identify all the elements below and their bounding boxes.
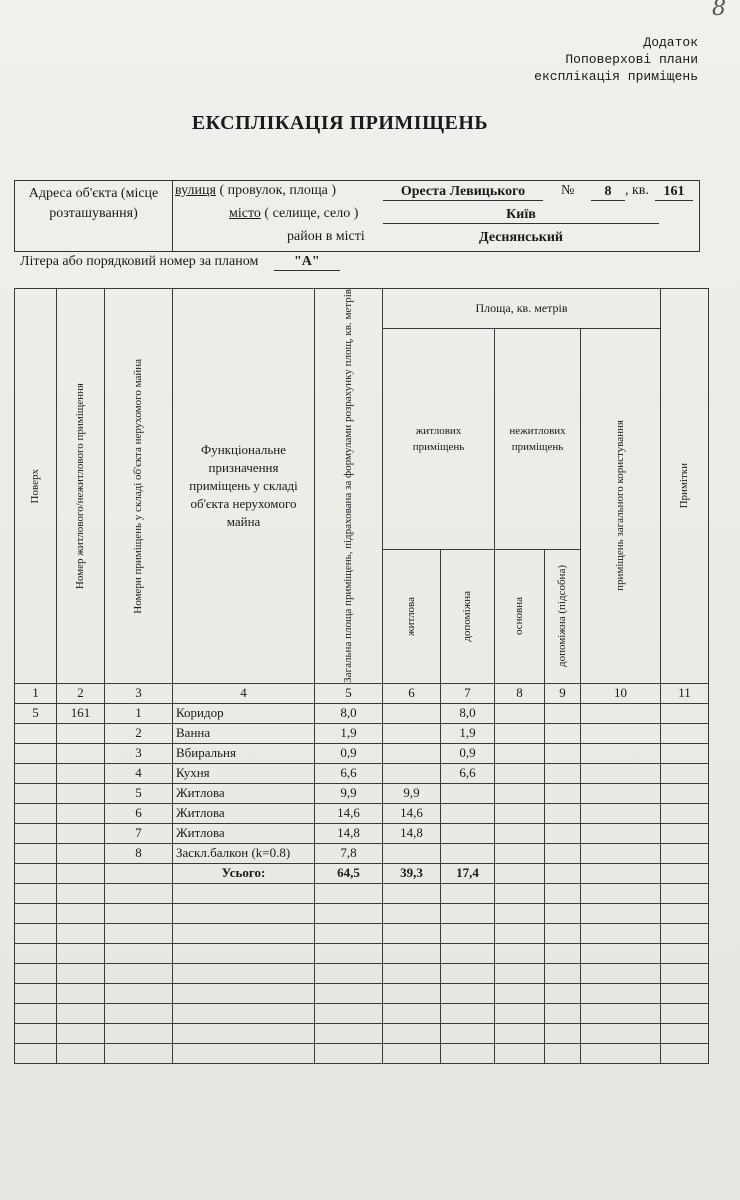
cell-floor xyxy=(15,723,57,743)
header-auxiliary: допоміжна xyxy=(441,549,495,683)
cell-living xyxy=(383,723,441,743)
cell-unit xyxy=(57,763,105,783)
address-caption: Адреса об'єкта (місце розташування) xyxy=(15,181,173,251)
cell-empty xyxy=(315,1023,383,1043)
cell-total: 7,8 xyxy=(315,843,383,863)
cell-empty xyxy=(495,723,545,743)
header-living: житлова xyxy=(383,549,441,683)
cell-empty xyxy=(383,1043,441,1063)
cell-empty xyxy=(15,923,57,943)
cell-room: 3 xyxy=(105,743,173,763)
table-row xyxy=(15,703,709,723)
cell-empty xyxy=(105,963,173,983)
empty-row xyxy=(15,1043,709,1063)
cell-empty xyxy=(581,863,661,883)
header-aux-sub: допоміжна (підсобна) xyxy=(545,549,581,683)
cell-function: Ванна xyxy=(173,723,315,743)
cell-empty xyxy=(581,763,661,783)
cell-empty xyxy=(441,1003,495,1023)
cell-empty xyxy=(661,883,709,903)
cell-total: 0,9 xyxy=(315,743,383,763)
cell-empty xyxy=(545,843,581,863)
table-row xyxy=(15,843,709,863)
cell-empty xyxy=(57,923,105,943)
cell-empty xyxy=(315,983,383,1003)
cell-empty xyxy=(495,903,545,923)
cell-empty xyxy=(441,883,495,903)
cell-function: Вбиральня xyxy=(173,743,315,763)
city-label: місто ( селище, село ) xyxy=(229,206,359,221)
cell-unit xyxy=(57,743,105,763)
empty-row xyxy=(15,903,709,923)
cell-empty xyxy=(545,803,581,823)
cell-empty xyxy=(173,983,315,1003)
cell-unit xyxy=(57,803,105,823)
table-row xyxy=(15,823,709,843)
apartment-label: , кв. xyxy=(625,183,649,198)
cell-empty xyxy=(173,963,315,983)
empty-row xyxy=(15,1023,709,1043)
cell-unit xyxy=(57,723,105,743)
cell-empty xyxy=(15,943,57,963)
totals-aux: 17,4 xyxy=(441,863,495,883)
apartment-value: 161 xyxy=(655,184,693,201)
cell-empty xyxy=(581,1023,661,1043)
cell-empty xyxy=(441,943,495,963)
header-area-group: Площа, кв. метрів xyxy=(383,289,661,329)
cell-empty xyxy=(581,943,661,963)
cell-function: Коридор xyxy=(173,703,315,723)
cell-aux xyxy=(441,783,495,803)
cell-empty xyxy=(581,823,661,843)
cell-empty xyxy=(105,1003,173,1023)
house-number-value: 8 xyxy=(591,184,625,201)
cell-empty xyxy=(15,1003,57,1023)
appendix-line-1: Додаток xyxy=(643,35,698,50)
cell-empty xyxy=(57,903,105,923)
cell-empty xyxy=(383,923,441,943)
cell-aux: 8,0 xyxy=(441,703,495,723)
cell-empty xyxy=(383,963,441,983)
cell-empty xyxy=(581,843,661,863)
cell-empty xyxy=(581,903,661,923)
cell-empty xyxy=(495,983,545,1003)
cell-empty xyxy=(581,803,661,823)
cell-living xyxy=(383,703,441,723)
cell-empty xyxy=(581,963,661,983)
cell-empty xyxy=(315,883,383,903)
cell-empty xyxy=(661,1003,709,1023)
cell-room: 1 xyxy=(105,703,173,723)
cell-empty xyxy=(441,1023,495,1043)
cell-empty xyxy=(661,863,709,883)
cell-aux xyxy=(441,843,495,863)
street-label: вулиця ( провулок, площа ) xyxy=(175,183,337,198)
cell-aux xyxy=(441,823,495,843)
cell-floor xyxy=(15,843,57,863)
cell-room: 7 xyxy=(105,823,173,843)
cell-total: 8,0 xyxy=(315,703,383,723)
header-main: основна xyxy=(495,549,545,683)
cell-empty xyxy=(545,1003,581,1023)
cell-empty xyxy=(57,883,105,903)
cell-empty xyxy=(57,943,105,963)
cell-empty xyxy=(581,1043,661,1063)
cell-living xyxy=(383,763,441,783)
header-function: Функціональне призначення приміщень у складі об'єкта нерухомого майна xyxy=(173,289,315,684)
cell-empty xyxy=(545,883,581,903)
cell-empty xyxy=(383,903,441,923)
cell-empty xyxy=(495,923,545,943)
cell-empty xyxy=(545,923,581,943)
cell-empty xyxy=(581,743,661,763)
cell-empty xyxy=(661,723,709,743)
cell-empty xyxy=(15,883,57,903)
empty-row xyxy=(15,983,709,1003)
cell-empty xyxy=(545,763,581,783)
cell-empty xyxy=(661,903,709,923)
empty-row xyxy=(15,963,709,983)
cell-empty xyxy=(495,863,545,883)
cell-function: Житлова xyxy=(173,803,315,823)
address-block xyxy=(14,180,700,252)
cell-empty xyxy=(57,983,105,1003)
cell-empty xyxy=(315,943,383,963)
cell-empty xyxy=(495,883,545,903)
cell-empty xyxy=(545,863,581,883)
header-notes: Примітки xyxy=(661,289,709,684)
cell-living xyxy=(383,743,441,763)
cell-empty xyxy=(105,903,173,923)
cell-room: 4 xyxy=(105,763,173,783)
cell-unit xyxy=(57,823,105,843)
cell-floor xyxy=(15,823,57,843)
cell-empty xyxy=(495,763,545,783)
cell-empty xyxy=(383,1003,441,1023)
cell-empty xyxy=(15,863,57,883)
cell-empty xyxy=(57,1003,105,1023)
cell-aux: 1,9 xyxy=(441,723,495,743)
cell-empty xyxy=(315,1043,383,1063)
cell-empty xyxy=(57,863,105,883)
totals-total: 64,5 xyxy=(315,863,383,883)
cell-empty xyxy=(661,763,709,783)
cell-empty xyxy=(315,963,383,983)
cell-empty xyxy=(581,723,661,743)
cell-empty xyxy=(545,983,581,1003)
column-numbers-row: 1 2 3 4 5 6 7 8 9 10 11 xyxy=(15,683,709,703)
cell-empty xyxy=(495,743,545,763)
cell-empty xyxy=(105,923,173,943)
cell-empty xyxy=(545,963,581,983)
cell-empty xyxy=(661,703,709,723)
cell-empty xyxy=(15,983,57,1003)
document-title: ЕКСПЛІКАЦІЯ ПРИМІЩЕНЬ xyxy=(191,112,489,134)
cell-empty xyxy=(661,963,709,983)
cell-total: 14,8 xyxy=(315,823,383,843)
cell-empty xyxy=(661,803,709,823)
appendix-header xyxy=(534,34,698,85)
cell-empty xyxy=(173,883,315,903)
cell-empty xyxy=(545,783,581,803)
totals-label: Усього: xyxy=(173,863,315,883)
cell-total: 14,6 xyxy=(315,803,383,823)
cell-empty xyxy=(441,1043,495,1063)
cell-empty xyxy=(661,823,709,843)
cell-empty xyxy=(383,883,441,903)
totals-living: 39,3 xyxy=(383,863,441,883)
cell-empty xyxy=(15,1043,57,1063)
litera-line xyxy=(20,254,340,271)
cell-living: 14,6 xyxy=(383,803,441,823)
header-total-area: Загальна площа приміщень, підрахована за формулами розрахунку площ, кв. метрів xyxy=(315,289,383,684)
cell-floor xyxy=(15,743,57,763)
cell-empty xyxy=(105,983,173,1003)
cell-empty xyxy=(661,923,709,943)
cell-empty xyxy=(15,963,57,983)
cell-aux: 0,9 xyxy=(441,743,495,763)
cell-room: 8 xyxy=(105,843,173,863)
cell-room: 6 xyxy=(105,803,173,823)
cell-empty xyxy=(495,703,545,723)
cell-empty xyxy=(57,963,105,983)
number-label: № xyxy=(561,183,575,198)
cell-empty xyxy=(495,943,545,963)
cell-empty xyxy=(661,783,709,803)
table-row xyxy=(15,743,709,763)
cell-empty xyxy=(105,1043,173,1063)
explication-table xyxy=(14,288,709,1064)
header-room-numbers: Номери приміщень у складі об'єкта нерухомого майна xyxy=(105,289,173,684)
cell-empty xyxy=(545,1043,581,1063)
cell-empty xyxy=(545,943,581,963)
cell-empty xyxy=(495,1023,545,1043)
cell-total: 6,6 xyxy=(315,763,383,783)
cell-empty xyxy=(581,1003,661,1023)
cell-empty xyxy=(383,983,441,1003)
cell-empty xyxy=(57,1023,105,1043)
header-floor: Поверх xyxy=(15,289,57,684)
cell-empty xyxy=(581,883,661,903)
cell-empty xyxy=(581,983,661,1003)
cell-empty xyxy=(545,823,581,843)
cell-empty xyxy=(495,783,545,803)
cell-empty xyxy=(495,1003,545,1023)
district-label: район в місті xyxy=(287,229,365,244)
empty-row xyxy=(15,883,709,903)
street-value: Ореста Левицького xyxy=(383,184,543,201)
cell-empty xyxy=(545,903,581,923)
cell-total: 9,9 xyxy=(315,783,383,803)
cell-empty xyxy=(441,963,495,983)
cell-floor xyxy=(15,803,57,823)
cell-empty xyxy=(441,923,495,943)
cell-empty xyxy=(581,783,661,803)
cell-empty xyxy=(15,1023,57,1043)
cell-empty xyxy=(105,943,173,963)
district-value: Деснянський xyxy=(479,230,563,245)
cell-living: 9,9 xyxy=(383,783,441,803)
cell-empty xyxy=(315,903,383,923)
appendix-line-2: Поповерхові плани xyxy=(565,52,698,67)
cell-empty xyxy=(383,943,441,963)
cell-living: 14,8 xyxy=(383,823,441,843)
cell-empty xyxy=(661,1043,709,1063)
empty-row xyxy=(15,1003,709,1023)
empty-row xyxy=(15,943,709,963)
cell-empty xyxy=(495,843,545,863)
cell-empty xyxy=(173,1023,315,1043)
header-nonresidential: нежитлових приміщень xyxy=(495,329,581,550)
cell-empty xyxy=(661,1023,709,1043)
empty-row xyxy=(15,923,709,943)
cell-function: Кухня xyxy=(173,763,315,783)
city-value: Київ xyxy=(383,207,659,224)
cell-empty xyxy=(581,703,661,723)
cell-function: Заскл.балкон (k=0.8) xyxy=(173,843,315,863)
cell-floor xyxy=(15,763,57,783)
cell-empty xyxy=(173,1043,315,1063)
cell-empty xyxy=(173,1003,315,1023)
cell-empty xyxy=(545,703,581,723)
table-row xyxy=(15,783,709,803)
cell-empty xyxy=(383,1023,441,1043)
litera-label: Літера або порядковий номер за планом xyxy=(20,254,259,269)
cell-total: 1,9 xyxy=(315,723,383,743)
cell-aux: 6,6 xyxy=(441,763,495,783)
cell-room: 2 xyxy=(105,723,173,743)
cell-empty xyxy=(315,1003,383,1023)
cell-function: Житлова xyxy=(173,783,315,803)
cell-empty xyxy=(441,903,495,923)
litera-value: "А" xyxy=(274,254,340,271)
cell-empty xyxy=(495,803,545,823)
cell-empty xyxy=(105,1023,173,1043)
cell-living xyxy=(383,843,441,863)
cell-function: Житлова xyxy=(173,823,315,843)
cell-room: 5 xyxy=(105,783,173,803)
table-row xyxy=(15,723,709,743)
totals-row xyxy=(15,863,709,883)
header-residential: житлових приміщень xyxy=(383,329,495,550)
cell-empty xyxy=(661,943,709,963)
cell-empty xyxy=(105,883,173,903)
cell-empty xyxy=(315,923,383,943)
cell-empty xyxy=(173,943,315,963)
cell-unit xyxy=(57,783,105,803)
cell-unit xyxy=(57,843,105,863)
cell-unit: 161 xyxy=(57,703,105,723)
cell-empty xyxy=(173,903,315,923)
table-row xyxy=(15,803,709,823)
cell-floor xyxy=(15,783,57,803)
handwritten-page-number: 8 xyxy=(712,0,726,21)
cell-empty xyxy=(441,983,495,1003)
cell-empty xyxy=(661,843,709,863)
cell-empty xyxy=(661,983,709,1003)
cell-empty xyxy=(495,1043,545,1063)
cell-aux xyxy=(441,803,495,823)
appendix-line-3: експлікація приміщень xyxy=(534,69,698,84)
cell-empty xyxy=(15,903,57,923)
cell-floor: 5 xyxy=(15,703,57,723)
cell-empty xyxy=(173,923,315,943)
cell-empty xyxy=(545,1023,581,1043)
cell-empty xyxy=(57,1043,105,1063)
cell-empty xyxy=(661,743,709,763)
cell-empty xyxy=(581,923,661,943)
header-common-use: приміщень загального користування xyxy=(581,329,661,684)
cell-empty xyxy=(105,863,173,883)
header-unit-number: Номер житлового/нежитлового приміщення xyxy=(57,289,105,684)
cell-empty xyxy=(545,723,581,743)
table-row xyxy=(15,763,709,783)
cell-empty xyxy=(495,823,545,843)
cell-empty xyxy=(545,743,581,763)
cell-empty xyxy=(495,963,545,983)
